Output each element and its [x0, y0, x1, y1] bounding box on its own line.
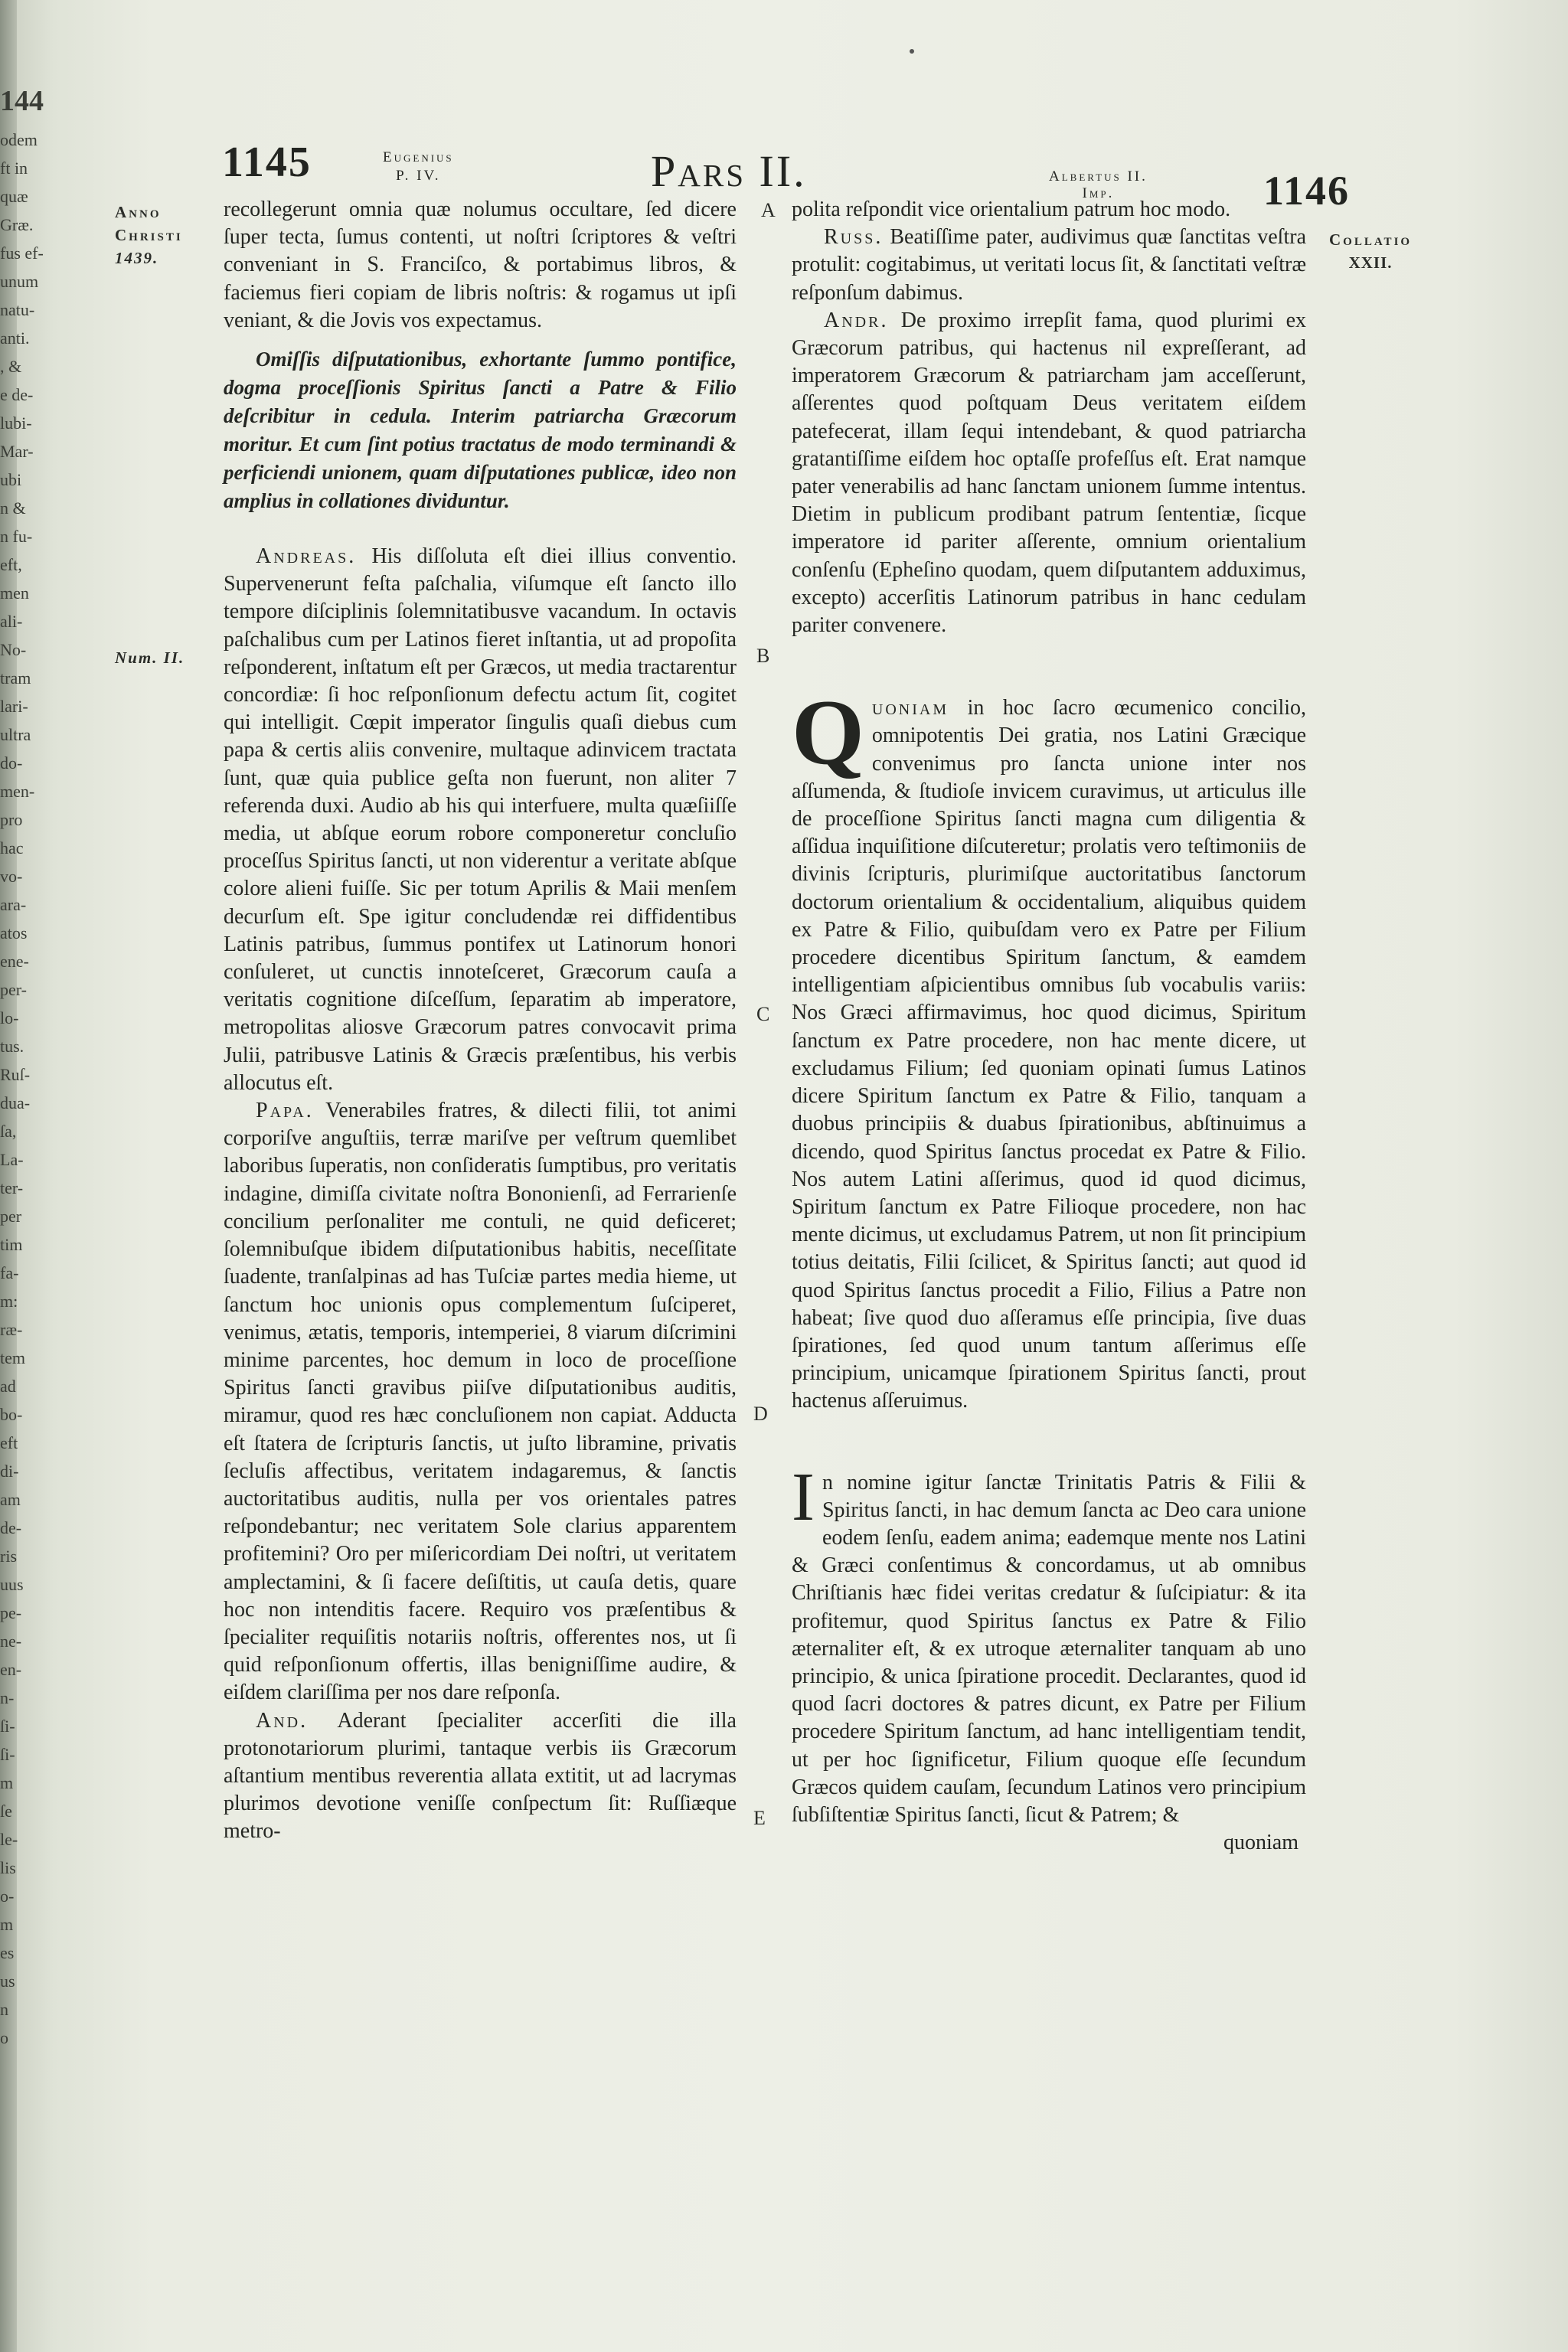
previous-page-fragment: ubi [0, 470, 22, 489]
previous-page-fragment: dua- [0, 1093, 31, 1112]
page-title: Pars II. [651, 146, 807, 196]
ink-speck [910, 49, 914, 54]
previous-page-edge [0, 84, 46, 2228]
previous-page-fragment: tem [0, 1348, 25, 1367]
margin-collatio-note [1329, 228, 1412, 274]
margin-collatio: Collatio [1329, 230, 1413, 249]
previous-page-fragment: tim [0, 1235, 23, 1254]
catchword: quoniam [1223, 1831, 1298, 1855]
previous-page-fragment: ara- [0, 895, 27, 914]
right-paragraph-1: polita reſpondit vice orientalium patrum hoc modo. [792, 198, 1231, 221]
previous-page-fragment: ris [0, 1547, 17, 1566]
previous-page-fragment: o [0, 2028, 8, 2047]
previous-page-fragment: m [0, 1773, 14, 1792]
running-sub-left: P. IV. [396, 168, 441, 184]
drop-cap-i: I [792, 1459, 815, 1535]
previous-page-fragment: , & [0, 357, 22, 376]
previous-page-fragment: m [0, 1915, 14, 1934]
left-paragraph-1: recollegerunt omnia quæ nolumus occultare, ſed dicere ſuper tecta, ſumus contenti, ut noſtri ſcriptores & veſtri conveniant in S. Franciſco, & portabimus libros, & faciemus fieri copiam de libris noſtris: & rogamus ut ipſi veniant, & die Jovis vos expectamus. [224, 198, 737, 332]
speaker-and: And. [256, 1708, 309, 1733]
section-letter-a: A [761, 199, 776, 221]
running-name-albertus: Albertus II. [1049, 168, 1148, 185]
previous-page-fragment: ne- [0, 1632, 22, 1651]
quoniam-small-caps: uoniam [871, 696, 949, 720]
previous-page-fragment: anti. [0, 328, 30, 348]
previous-page-fragment: unum [0, 272, 39, 291]
section-letter-c: C [756, 1003, 770, 1025]
russ-text: Beatiſſime pater, audivimus quæ ſanctitas veſtra protulit: cogitabimus, ut veritati locus ſit, & ſanctitati veſtræ reſponſum dabimus. [792, 225, 1306, 305]
margin-christi: Christi [115, 226, 183, 244]
previous-page-fragment: Mar- [0, 442, 34, 461]
speaker-andreas: Andreas. [256, 544, 357, 569]
previous-page-fragment: quæ [0, 187, 28, 206]
previous-page-fragment: ſi- [0, 1717, 15, 1736]
previous-page-fragment: lis [0, 1858, 16, 1877]
previous-page-fragment: ene- [0, 952, 29, 971]
previous-page-fragment: ſi- [0, 1745, 15, 1764]
previous-page-fragment: uus [0, 1575, 24, 1594]
right-page-number: 1146 [1263, 168, 1351, 214]
previous-page-fragments [0, 126, 46, 2052]
previous-page-fragment: le- [0, 1830, 18, 1849]
margin-year: 1439. [115, 249, 159, 267]
previous-page-fragment: de- [0, 1518, 22, 1537]
previous-page-fragment: ter- [0, 1178, 24, 1197]
previous-page-fragment: Græ. [0, 215, 34, 234]
previous-page-fragment: ultra [0, 725, 31, 744]
previous-page-fragment: us [0, 1971, 15, 1991]
previous-page-fragment: bo- [0, 1405, 23, 1424]
previous-page-fragment: ali- [0, 612, 23, 631]
left-running-head [383, 149, 454, 185]
previous-page-fragment: lubi- [0, 413, 32, 433]
previous-page-fragment: tus. [0, 1037, 24, 1056]
papa-text: Venerabiles fratres, & dilecti filii, tot animi corporiſve anguſtiis, terræ mariſve per veſtrum quemlibet laboribus ſuperatis, non conſideratis ſumptibus, pro veritatis indagine, dimiſſa civitate noſtra Bononienſi, ad Ferrarienſe concilium perſonaliter me contuli, ne quid deficeret; ſolemnibuſque ibidem diſputationibus habitis, neceſſitate ſuadente, tranſalpinas ad has Tuſciæ partes media hieme, ut ſanctum hoc unionis opus complementum ſuſciperet, venimus, ætatis, temporis, intemperiei, 8 viarum diſcrimini minime parcentes, hoc demum in loco de proceſſione Spiritus ſancti gravibus piiſve diſputationibus auditis, miramur, quod res hæc concluſionem non capiat. Adducta eſt ſtatera de ſcripturis ſanctis, ut juſto libramine, privatis ſecluſis affectibus, veritatem indagaremus, & ſanctis auctoritatibus auditis, nulla per vos orientales patres reſpondebantur; nec veritatem Sole clarius apparentem profitemini? Oro per miſericordiam Dei noſtri, ut veritatem amplectamini, & ſi facere deſiſtitis, ut cauſa detis, quare hoc non intenditis facere. Requiro vos præſentibus & ſpecialiter requiſitis notariis noſtris, offerentes nos, ut ſi quid reſponſionum offertis, illas benigniſſime audire, & eiſdem clariſſima per nos dare reſponſa. [224, 1099, 737, 1705]
andreas-text: His diſſoluta eſt diei illius conventio. Supervenerunt feſta paſchalia, viſumque eſt ſancto illo tempore diſciplinis ſolemnitatibusve vacandum. In octavis paſchalibus cum per Latinos fieret inſtantia, ut ad propoſita reſponderent, inſtatum eſt per Græcos, ut media tractarentur concordiæ: ſi hoc reſponſionum defectu actum ſit, cogitet qui intelligit. Cœpit imperator ſingulis quaſi diebus cum papa & certis aliis convenire, multaque adinvicem tractata ſunt, quæ quia publice geſta non fuerunt, non aliter 7 referenda duxi. Audio ab his qui interfuere, multa quæſiiſſe media, ut abſque eorum robore componeretur concluſio proceſſus Spiritus ſancti, ut non viderentur a veritate abſque colore alieni fuiſſe. Sic per totum Aprilis & Maii menſem decurſum eſt. Spe igitur concludendæ rei diffidentibus Latinis patribus, ſummus pontifex ut Latinorum honori conſuleret, ut cunctis innoteſceret, Græcorum cauſa a veritatis cognitione diſceſſum, ſeparatim ab imperatore, metropolitas aliosve Græcorum patres convocavit prima Julii, patribusve Latinis & Græcis præſentibus, his verbis allocutus eſt. [224, 544, 737, 1095]
previous-page-fragment: per- [0, 980, 27, 999]
previous-page-fragment: am [0, 1490, 21, 1509]
previous-page-fragment: ad [0, 1377, 16, 1396]
previous-page-fragment: per [0, 1207, 22, 1226]
previous-page-fragment: ft in [0, 158, 28, 178]
speaker-papa: Papa. [256, 1099, 314, 1123]
left-page-number: 1145 [222, 139, 312, 186]
margin-anno: Anno [115, 203, 162, 221]
running-name-eugenius: Eugenius [383, 149, 454, 165]
chapter-summary: Omiſſis diſputationibus, exhortante ſummo pontifice, dogma proceſſionis Spiritus ſancti a Patre & Filio deſcribitur in cedula. Interim patriarcha Græcorum moritur. Et cum ſint potius tractatus de modo terminandi & perficiendi unionem, quam diſputationes publicæ, ideo non amplius in collationes dividuntur. [224, 348, 737, 513]
previous-page-number: 144 [0, 85, 44, 117]
andr-text: De proximo irrepſit fama, quod plurimi ex Græcorum patribus, qui hactenus nil expreſſerant, ad imperatorem Græcorum & patriarcham jam acceſſerunt, aſſerentes quod poſtquam Deus veritatem eiſdem patefecerat, illam ſequi intendebant, & quod patriarcha gratantiſſime eiſdem hoc optaſſe profeſſus eſt. Erat namque pater venerabilis ad hanc ſanctam unionem ſumme intentus. Dietim in publicum prodibant patrum ſententiæ, ſicque imperatore id pariter aſſerente, omnium orientalium conſenſu (Epheſino quodam, quem diſputantem adduximus, excepto) accerſitis Latinorum patribus in hanc cedulam pariter convenere. [792, 308, 1307, 638]
previous-page-fragment: e de- [0, 385, 34, 404]
previous-page-fragment: di- [0, 1462, 19, 1481]
previous-page-fragment: fa- [0, 1263, 19, 1282]
previous-page-fragment: pe- [0, 1603, 22, 1622]
speaker-andr: Andr. [824, 308, 889, 332]
previous-page-fragment: No- [0, 640, 27, 659]
previous-page-fragment: n- [0, 1688, 15, 1707]
speaker-russ: Russ. [824, 225, 884, 250]
previous-page-fragment: La- [0, 1150, 24, 1169]
running-sub-right: Imp. [1082, 185, 1115, 201]
previous-page-fragment: lo- [0, 1008, 19, 1027]
papa-paragraph [224, 1097, 737, 1707]
previous-page-fragment: es [0, 1943, 15, 1962]
previous-page-fragment: men- [0, 782, 35, 801]
section-letter-b: B [756, 645, 770, 667]
section-letter-d: D [753, 1403, 768, 1425]
previous-page-fragment: do- [0, 753, 23, 773]
and-paragraph [224, 1707, 737, 1846]
andreas-paragraph [224, 543, 737, 1097]
previous-page-fragment: men [0, 583, 29, 603]
previous-page-fragment: m: [0, 1292, 18, 1311]
previous-page-fragment: fus ef- [0, 243, 44, 263]
previous-page-fragment: lari- [0, 697, 28, 716]
previous-page-fragment: o- [0, 1886, 15, 1906]
quoniam-text: in hoc ſacro œcumenico concilio, omnipotentis Dei gratia, nos Latini Græcique convenimus pro ſancta unione inter nos aſſumenda, & ſtudioſe invicem curavimus, ut articulus ille de proceſſione Spiritus ſancti magna cum diligentia & aſſidua inquiſitione diſcuteretur; prolatis vero teſtimoniis de divinis ſcripturis, plurimiſque auctoritatibus ſanctorum doctorum orientalium & occidentalium, aliquibus quidem ex Patre & Filio, quibuſdam vero ex Patre per Filium procedere dicentibus Spiritum ſanctum, & eamdem intelligentiam aſpicientibus omnibus ſub vocabulis variis: Nos Græci affirmavimus, hoc quod dicimus, Spiritum ſanctum ex Patre procedere, non hac mente dicere, ut excludamus Filium; ſed quoniam opinati ſumus Latinos dicere Spiritum ſanctum ex Patre & Filio, tanquam a duobus principiis & duabus ſpirationibus, abſtinuimus a dicendo, quod Spiritus ſanctus procedat ex Patre & Filio. Nos autem Latini aſſerimus, quod id quod dicimus, Spiritum ſanctum ex Patre Filioque procedere, non hac mente dicimus, ut excludamus Patrem, ut non ſit principium totius deitatis, Filii ſcilicet, & Spiritus ſancti; aut quod id quod Spiritus ſanctus procedit a Filio, Filius a Patre non habeat; ſive quod duo aſſeramus eſſe principia, ſive duas ſpirationes, ſed quod unum tantum aſſerimus eſſe principium, unicamque ſpirationem Spiritus ſancti, prout hactenus aſſeruimus. [792, 696, 1307, 1413]
drop-cap-q: Q [792, 681, 864, 785]
section-letter-e: E [753, 1807, 766, 1829]
previous-page-fragment: n fu- [0, 527, 33, 546]
and-text: Aderant ſpecialiter accerſiti die illa protonotariorum plurimi, tantaque verbis iis Græcorum aſtantium mentibus reverentia allata extitit, ut ad lacrymas plurimos devotione veniſſe conſpectum ſit: Ruſſiæque metro- [224, 1708, 737, 1844]
previous-page-fragment: eft [0, 1433, 18, 1452]
decree-nomine-paragraph [792, 1459, 1306, 1830]
previous-page-fragment: en- [0, 1660, 22, 1679]
previous-page-fragment: n [0, 2000, 8, 2019]
margin-num-label: Num. II. [115, 648, 185, 667]
nomine-text: n nomine igitur ſanctæ Trinitatis Patris & Filii & Spiritus ſancti, in hac demum ſancta ac Deo cara unione eodem ſenſu, eadem anima; eademque mente nos Latini & Græci conſentimus & concordamus, ut ab omnibus Chriſtianis hæc fidei veritas credatur & ſuſcipiatur: & ita profitemur, quod Spiritus ſanctus ex Patre & Filio æternaliter eſt, & ex utroque æternaliter tanquam ab uno principio, & unica ſpiratione procedit. Declarantes, quod id quod ſacri doctores & patres dicunt, ex Patre per Filium procedere Spiritum ſanctum, ad hanc intelligentiam tendit, ut per hoc ſignificetur, Filium quoque eſſe ſecundum Græcos quidem cauſam, ſecundum Latinos vero principium ſubſiſtentiæ Spiritus ſancti, ſicut & Patrem; & [792, 1470, 1306, 1827]
margin-collatio-number: XXII. [1348, 253, 1393, 272]
previous-page-fragment: eft, [0, 555, 22, 574]
previous-page-fragment: vo- [0, 867, 23, 886]
previous-page-fragment: hac [0, 838, 24, 858]
previous-page-fragment: ſe [0, 1802, 12, 1821]
previous-page-fragment: tram [0, 668, 31, 688]
left-column [224, 196, 737, 1846]
previous-page-fragment: n & [0, 498, 26, 518]
andr-paragraph [792, 307, 1306, 639]
previous-page-fragment: ræ- [0, 1320, 23, 1339]
right-column [792, 196, 1306, 1857]
previous-page-fragment: pro [0, 810, 23, 829]
margin-year-note [115, 201, 183, 270]
decree-quoniam-paragraph [792, 681, 1307, 1415]
previous-page-fragment: natu- [0, 300, 35, 319]
previous-page-fragment: atos [0, 923, 28, 942]
previous-page-fragment: ſa, [0, 1122, 17, 1141]
previous-page-fragment: odem [0, 130, 38, 149]
previous-page-fragment: Ruſ- [0, 1065, 31, 1084]
russ-paragraph [792, 224, 1306, 307]
